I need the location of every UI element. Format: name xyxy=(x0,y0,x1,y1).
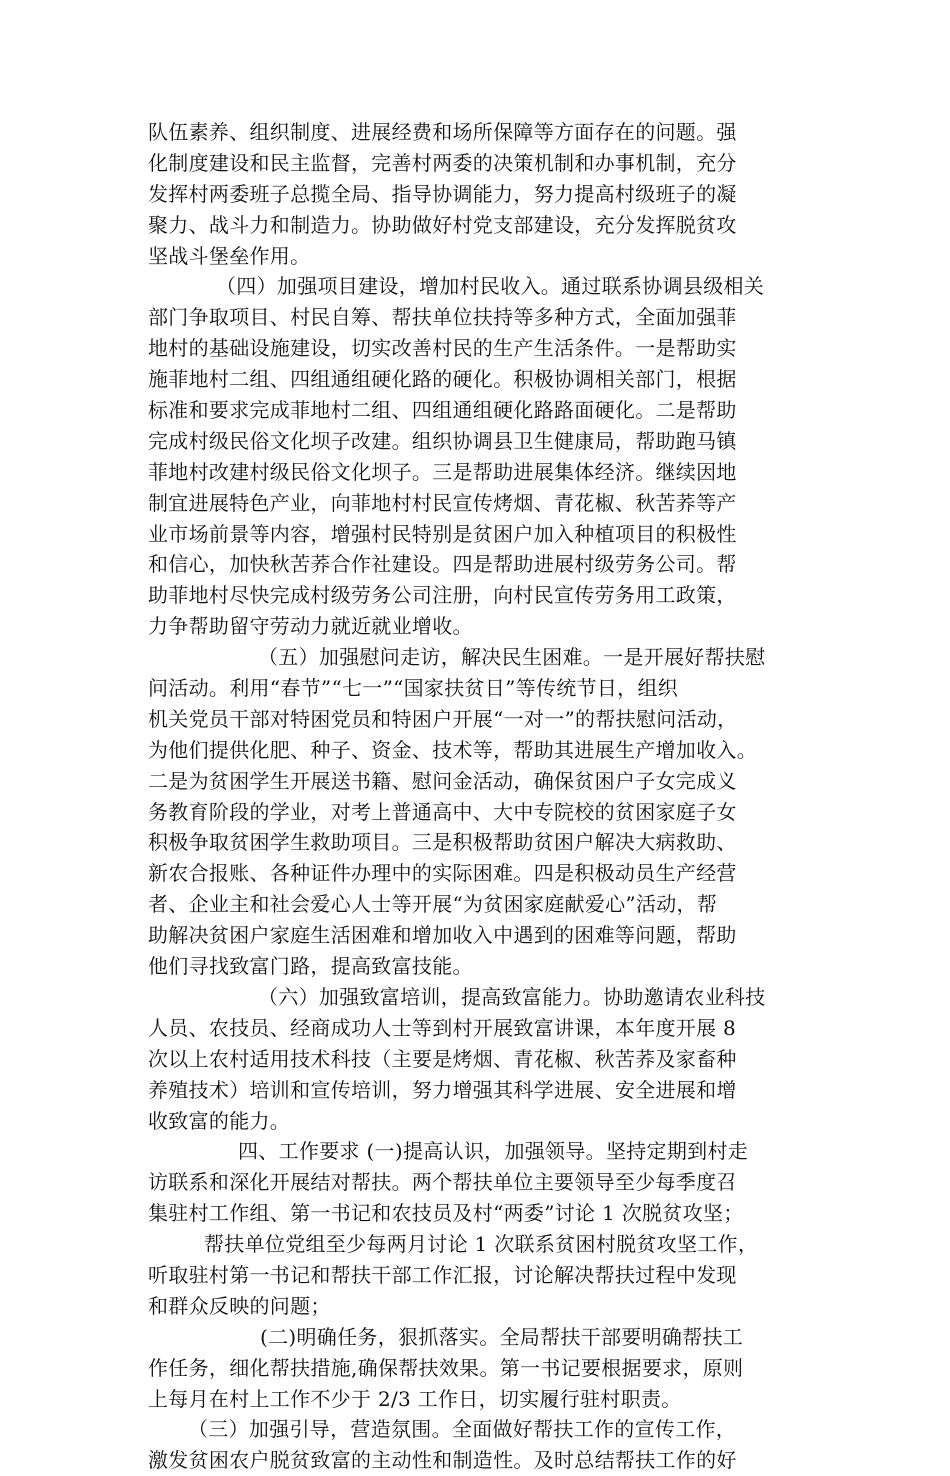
text-line: 问活动。利用“春节”“七一”“国家扶贫日”等传统节日，组织 xyxy=(148,676,679,701)
text-line: 发挥村两委班子总揽全局、指导协调能力，努力提高村级班子的凝 xyxy=(148,181,737,206)
text-line: (二)明确任务，狠抓落实。全局帮扶干部要明确帮扶工 xyxy=(260,1324,744,1349)
text-line: 访联系和深化开展结对帮扶。两个帮扶单位主要领导至少每季度召 xyxy=(148,1170,737,1195)
text-line: 队伍素养、组织制度、进展经费和场所保障等方面存在的问题。强 xyxy=(148,120,737,144)
text-line: 部门争取项目、村民自筹、帮扶单位扶持等多种方式，全面加强菲 xyxy=(148,305,737,330)
text-line: 和群众反映的问题； xyxy=(148,1293,331,1318)
text-line: 上每月在村上工作不少于 2/3 工作日，切实履行驻村职责。 xyxy=(148,1386,682,1411)
text-line: 和信心，加快秋苦荞合作社建设。四是帮助进展村级劳务公司。帮 xyxy=(148,552,737,577)
text-line: 为他们提供化肥、种子、资金、技术等，帮助其进展生产增加收入。 xyxy=(148,737,757,762)
text-line: 四、工作要求 (一)提高认识，加强领导。坚持定期到村走 xyxy=(238,1139,749,1164)
text-line: 业市场前景等内容，增强村民特别是贫困户加入种植项目的积极性 xyxy=(148,521,737,546)
text-line: （六）加强致富培训，提高致富能力。协助邀请农业科技 xyxy=(258,984,766,1009)
text-line: 听取驻村第一书记和帮扶干部工作汇报，讨论解决帮扶过程中发现 xyxy=(148,1262,737,1287)
text-line: 次以上农村适用技术科技（主要是烤烟、青花椒、秋苦荞及家畜种 xyxy=(148,1046,737,1071)
text-line: 收致富的能力。 xyxy=(148,1108,291,1133)
text-line: 完成村级民俗文化坝子改建。组织协调县卫生健康局，帮助跑马镇 xyxy=(148,428,737,453)
text-line: 坚战斗堡垒作用。 xyxy=(148,243,311,268)
text-line: 作任务，细化帮扶措施,确保帮扶效果。第一书记要根据要求，原则 xyxy=(148,1355,744,1380)
text-line: 务教育阶段的学业，对考上普通高中、大中专院校的贫困家庭子女 xyxy=(148,799,737,824)
text-line: 施菲地村二组、四组通组硬化路的硬化。积极协调相关部门，根据 xyxy=(148,367,737,392)
text-line: 集驻村工作组、第一书记和农技员及村“两委”讨论 1 次脱贫攻坚； xyxy=(148,1201,744,1226)
text-line: 者、企业主和社会爱心人士等开展“为贫困家庭献爱心”活动，帮 xyxy=(148,892,718,917)
text-line: 积极争取贫困学生救助项目。三是积极帮助贫困户解决大病救助、 xyxy=(148,830,737,855)
text-line: 机关党员干部对特困党员和特困户开展“一对一”的帮扶慰问活动， xyxy=(148,706,738,731)
text-line: 帮扶单位党组至少每两月讨论 1 次联系贫困村脱贫攻坚工作， xyxy=(204,1232,759,1257)
text-line: 新农合报账、各种证件办理中的实际困难。四是积极动员生产经营 xyxy=(148,861,737,886)
text-line: （四）加强项目建设，增加村民收入。通过联系协调县级相关 xyxy=(216,274,765,299)
text-line: 助解决贫困户家庭生活困难和增加收入中遇到的困难等问题，帮助 xyxy=(148,923,737,948)
text-line: 二是为贫困学生开展送书籍、慰问金活动，确保贫困户子女完成义 xyxy=(148,768,737,793)
text-line: 菲地村改建村级民俗文化坝子。三是帮助进展集体经济。继续因地 xyxy=(148,459,737,484)
text-line: 化制度建设和民主监督，完善村两委的决策机制和办事机制，充分 xyxy=(148,150,737,175)
text-line: 养殖技术）培训和宣传培训，努力增强其科学进展、安全进展和增 xyxy=(148,1077,737,1102)
text-line: 人员、农技员、经商成功人士等到村开展致富讲课，本年度开展 8 xyxy=(148,1015,737,1040)
text-line: 地村的基础设施建设，切实改善村民的生产生活条件。一是帮助实 xyxy=(148,336,737,361)
document-body xyxy=(148,117,803,1476)
text-line: 制宜进展特色产业，向菲地村村民宣传烤烟、青花椒、秋苦荞等产 xyxy=(148,490,737,515)
text-line: 力争帮助留守劳动力就近就业增收。 xyxy=(148,614,473,639)
text-line: 他们寻找致富门路，提高致富技能。 xyxy=(148,954,473,979)
text-line: 激发贫困农户脱贫致富的主动性和制造性。及时总结帮扶工作的好 xyxy=(148,1448,737,1473)
text-line: （五）加强慰问走访，解决民生困难。一是开展好帮扶慰 xyxy=(258,645,766,670)
text-line: 标准和要求完成菲地村二组、四组通组硬化路路面硬化。二是帮助 xyxy=(148,398,737,423)
text-line: （三）加强引导，营造氛围。全面做好帮扶工作的宣传工作， xyxy=(188,1417,737,1442)
text-line: 助菲地村尽快完成村级劳务公司注册，向村民宣传劳务用工政策， xyxy=(148,583,737,608)
text-line: 聚力、战斗力和制造力。协助做好村党支部建设，充分发挥脱贫攻 xyxy=(148,212,737,237)
